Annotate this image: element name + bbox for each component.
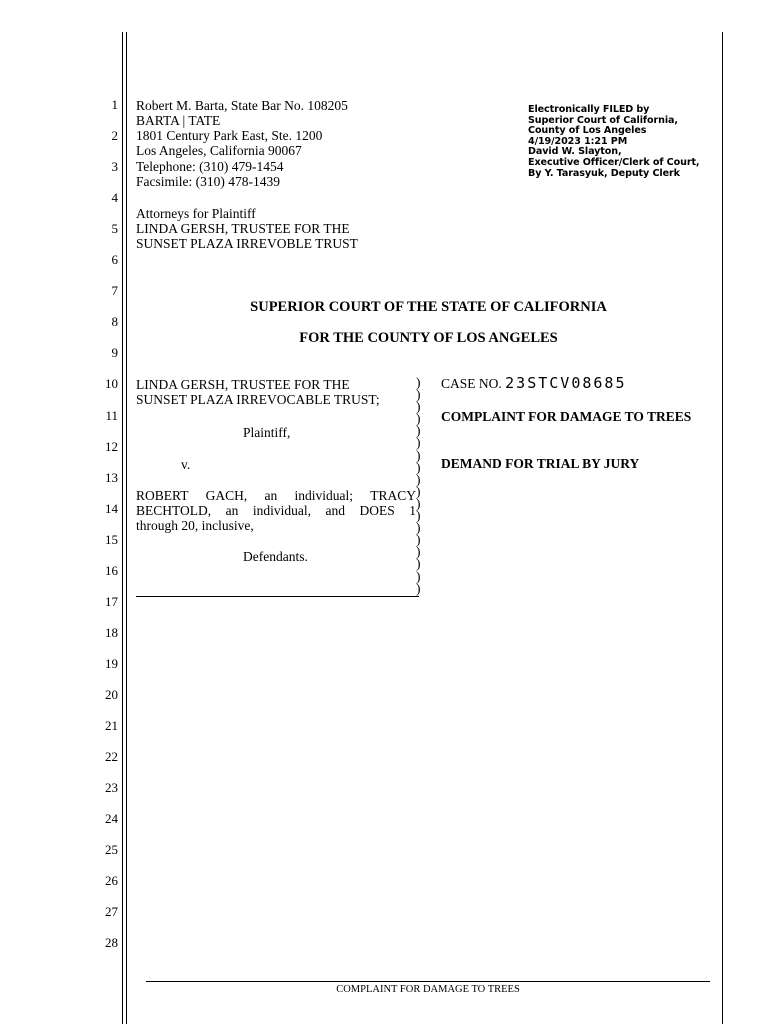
jury-demand: DEMAND FOR TRIAL BY JURY (441, 456, 640, 471)
line-number: 10 (105, 376, 118, 392)
attorney-name-bar: Robert M. Barta, State Bar No. 108205 (136, 98, 348, 113)
line-number: 6 (111, 252, 118, 268)
line-number: 15 (105, 531, 118, 547)
line-number: 23 (105, 780, 118, 796)
defendant-line-1: ROBERT GACH, an individual; TRACY (136, 488, 416, 503)
stamp-line: Electronically FILED by (528, 104, 650, 115)
caption-underline (136, 596, 419, 597)
caption-parentheses: ) ) ) ) ) ) ) ) ) ) ) ) ) ) ) ) ) ) (416, 375, 421, 596)
line-number: 8 (111, 314, 118, 330)
footer-rule (146, 981, 710, 982)
line-number: 16 (105, 562, 118, 578)
left-margin-rule-outer (122, 32, 123, 1024)
line-number: 9 (111, 345, 118, 361)
line-number: 11 (105, 407, 118, 423)
stamp-line: Executive Officer/Clerk of Court, (528, 156, 700, 168)
line-number: 22 (105, 749, 118, 765)
line-number: 28 (105, 935, 118, 951)
client-line-2: SUNSET PLAZA IRREVOBLE TRUST (136, 236, 358, 251)
stamp-line: County of Los Angeles (528, 125, 647, 137)
plaintiff-line-2: SUNSET PLAZA IRREVOCABLE TRUST; (136, 392, 380, 407)
attorneys-for-label: Attorneys for Plaintiff (136, 206, 256, 221)
plaintiff-line-1: LINDA GERSH, TRUSTEE FOR THE (136, 377, 350, 392)
line-number: 13 (105, 469, 118, 485)
stamp-line: By Y. Tarasyuk, Deputy Clerk (528, 167, 680, 179)
firm-address-city: Los Angeles, California 90067 (136, 143, 302, 158)
line-number: 1 (111, 97, 118, 112)
firm-telephone: Telephone: (310) 479-1454 (136, 159, 284, 174)
firm-name: BARTA | TATE (136, 113, 221, 128)
line-number: 5 (111, 221, 118, 237)
line-number: 14 (105, 500, 118, 516)
document-title: COMPLAINT FOR DAMAGE TO TREES (441, 409, 692, 424)
stamp-line: David W. Slayton, (528, 146, 622, 158)
left-margin-rule-inner (126, 32, 127, 1024)
case-number-label: CASE NO. (441, 376, 502, 391)
line-number: 25 (105, 842, 118, 858)
versus: v. (181, 457, 191, 472)
defendant-line-2: BECHTOLD, an individual, and DOES 1 (136, 503, 416, 518)
firm-facsimile: Facsimile: (310) 478-1439 (136, 174, 280, 189)
line-number: 4 (111, 190, 118, 206)
line-number: 19 (105, 655, 118, 671)
stamp-line: Superior Court of California, (528, 114, 678, 126)
line-number: 2 (111, 128, 118, 144)
line-number: 3 (111, 159, 118, 175)
line-number: 12 (105, 438, 118, 454)
court-heading-line-1: SUPERIOR COURT OF THE STATE OF CALIFORNIA (250, 299, 607, 315)
right-margin-rule (722, 32, 723, 1024)
defendant-line-3: through 20, inclusive, (136, 518, 254, 533)
line-number: 24 (105, 811, 118, 827)
line-number: 27 (105, 904, 118, 920)
court-heading-line-2: FOR THE COUNTY OF LOS ANGELES (299, 330, 558, 346)
case-number (441, 376, 626, 391)
case-number-value: 23STCV08685 (505, 374, 627, 392)
filing-stamp (528, 105, 699, 179)
line-number: 17 (105, 593, 118, 609)
line-number: 20 (105, 686, 118, 702)
plaintiff-role: Plaintiff, (243, 425, 291, 440)
firm-address-street: 1801 Century Park East, Ste. 1200 (136, 128, 323, 143)
defendant-role: Defendants. (243, 549, 308, 564)
stamp-line: 4/19/2023 1:21 PM (528, 135, 628, 147)
footer-title: COMPLAINT FOR DAMAGE TO TREES (336, 984, 520, 995)
client-line-1: LINDA GERSH, TRUSTEE FOR THE (136, 221, 350, 236)
line-number: 7 (111, 283, 118, 299)
line-number: 18 (105, 624, 118, 640)
line-number: 26 (105, 873, 118, 889)
line-number: 21 (105, 718, 118, 733)
